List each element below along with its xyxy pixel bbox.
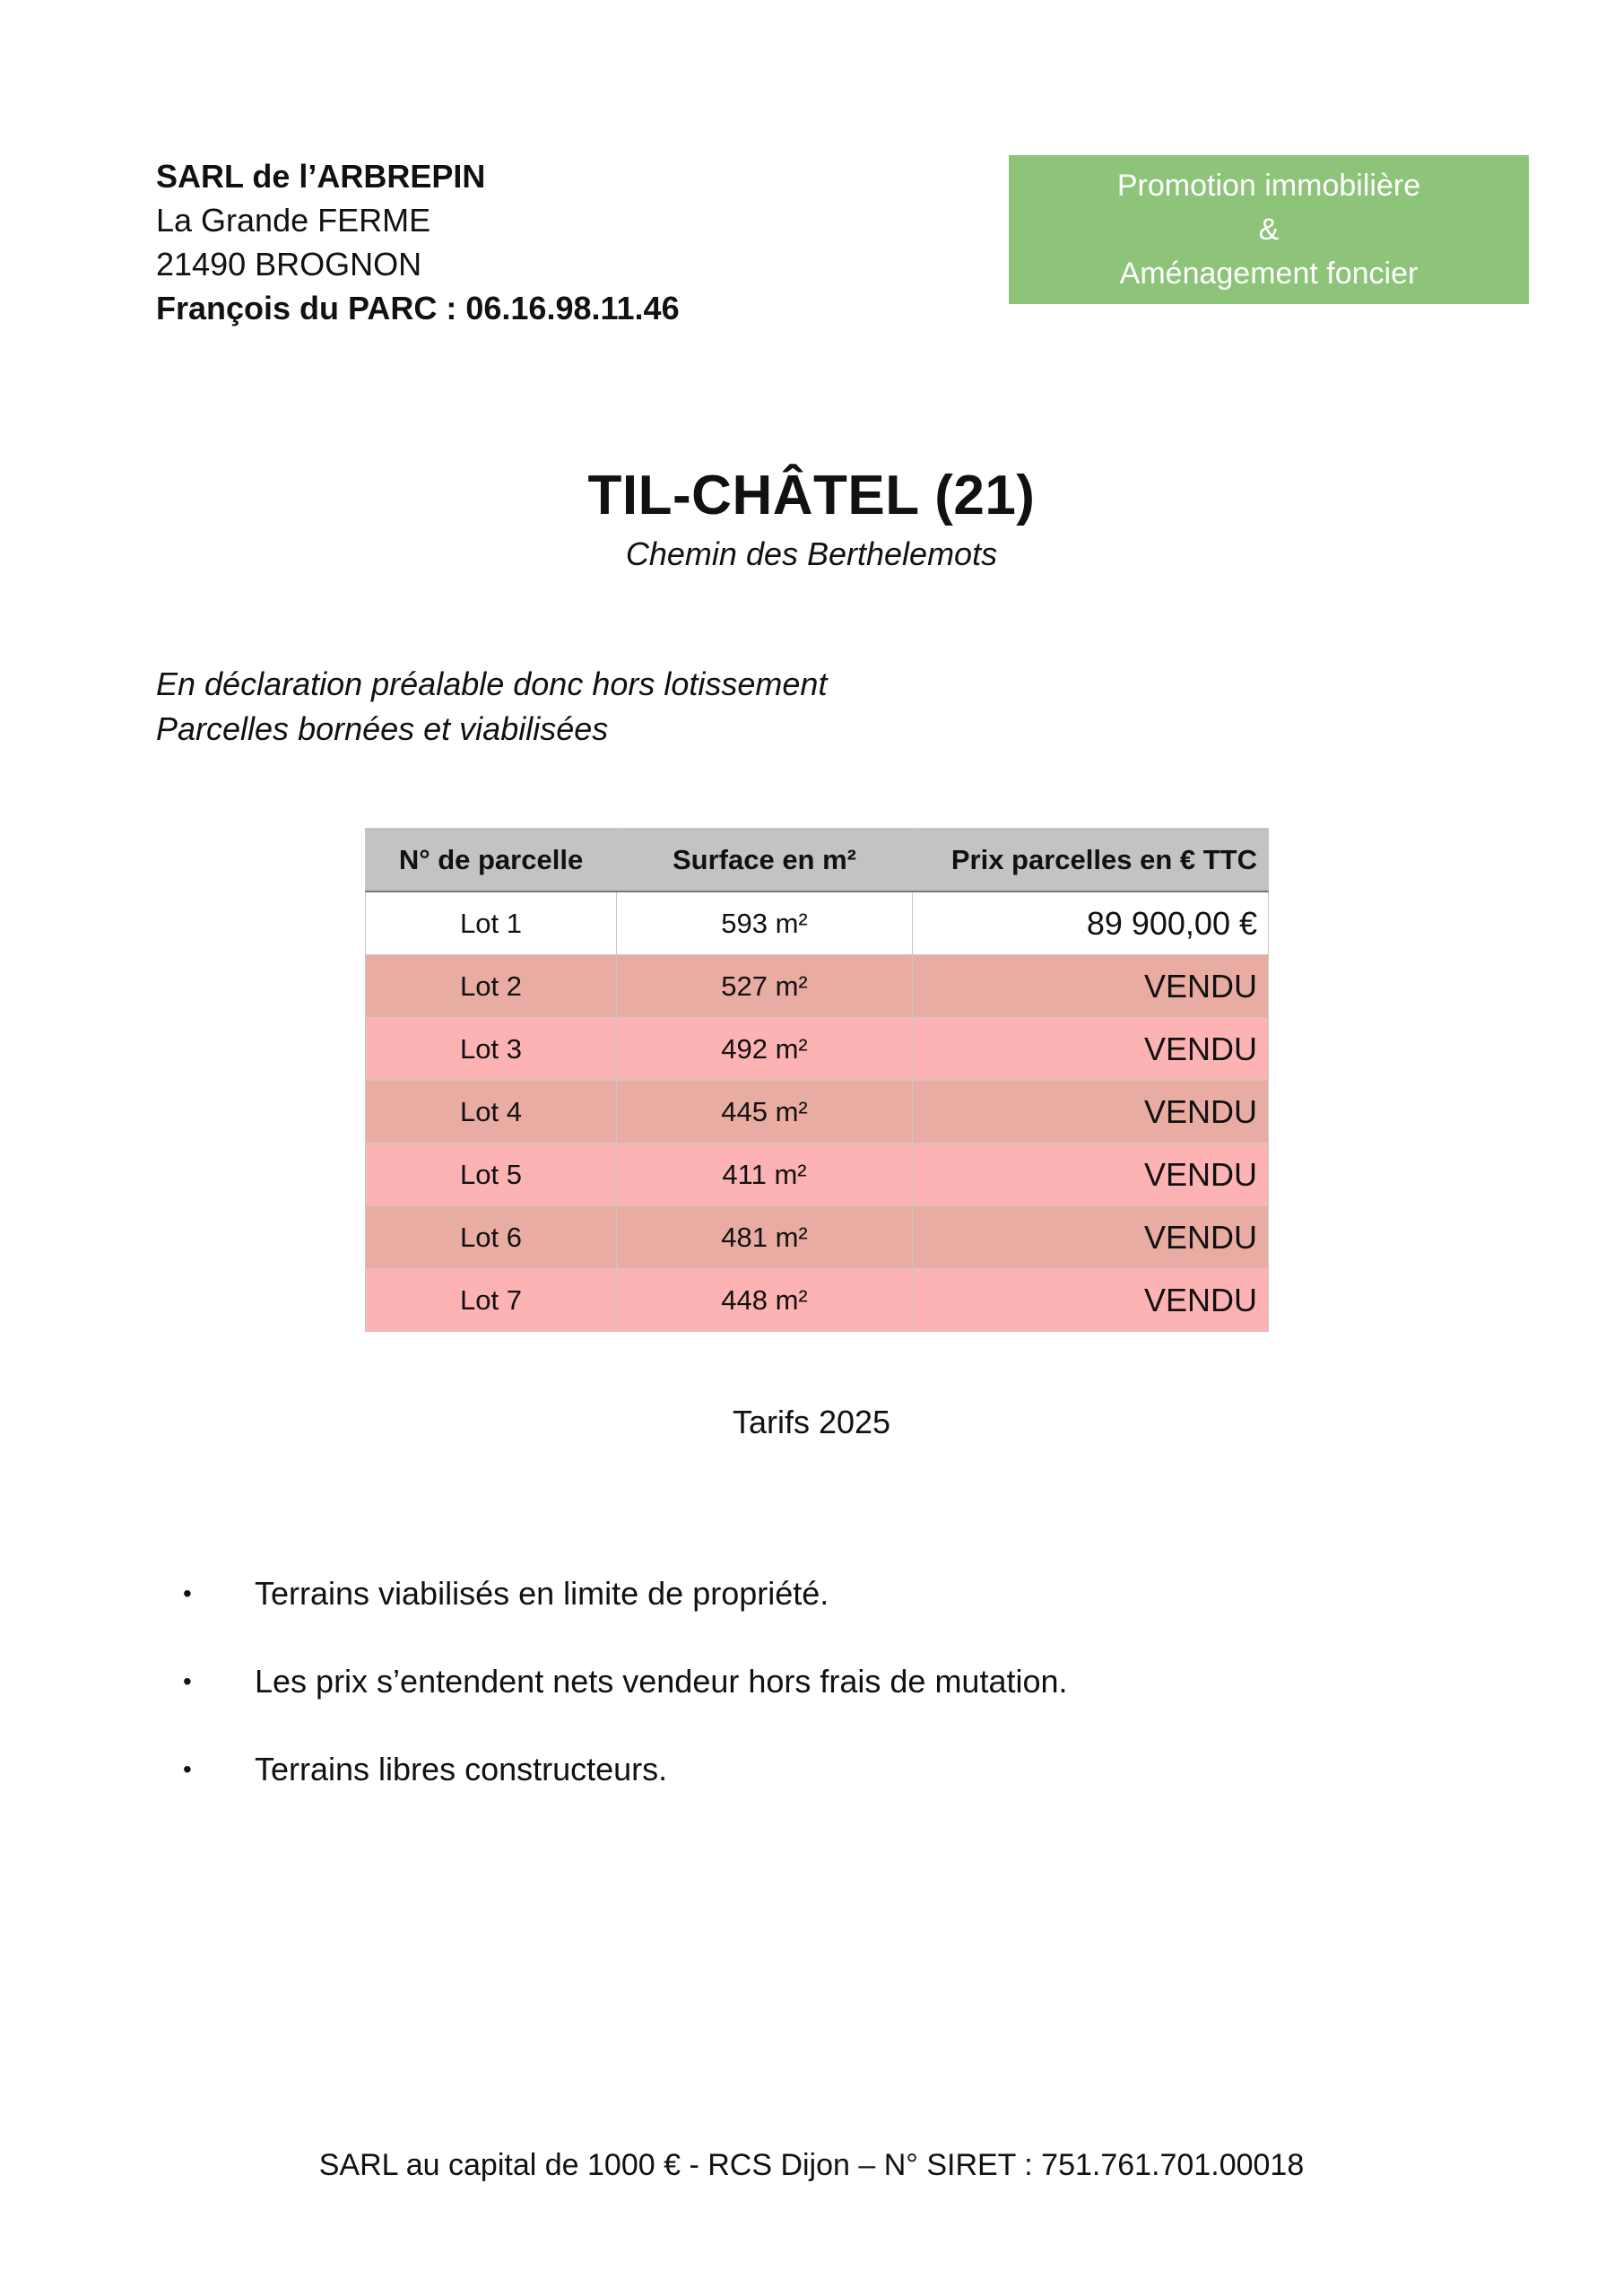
price-cell: 89 900,00 € xyxy=(913,891,1269,955)
table-row xyxy=(366,891,1269,955)
header-surface: Surface en m² xyxy=(617,829,913,892)
table-row xyxy=(366,1144,1269,1206)
price-cell: VENDU xyxy=(913,1206,1269,1269)
page-subtitle: Chemin des Berthelemots xyxy=(625,535,998,572)
price-cell: VENDU xyxy=(913,1144,1269,1206)
surface-cell: 527 m² xyxy=(617,955,913,1018)
bullet-icon: • xyxy=(183,1755,192,1783)
surface-cell: 593 m² xyxy=(617,891,913,955)
table-row xyxy=(366,1206,1269,1269)
surface-cell: 411 m² xyxy=(617,1144,913,1206)
table-header-row xyxy=(366,829,1269,892)
list-item-text: Les prix s’entendent nets vendeur hors frais de mutation. xyxy=(255,1663,1068,1700)
bullet-icon: • xyxy=(183,1667,192,1695)
price-cell: VENDU xyxy=(913,955,1269,1018)
note-line2: Parcelles bornées et viabilisées xyxy=(156,710,609,747)
lot-cell: Lot 7 xyxy=(366,1269,617,1332)
lot-cell: Lot 2 xyxy=(366,955,617,1018)
banner-line2: & xyxy=(1258,212,1280,247)
tarifs-label: Tarifs 2025 xyxy=(732,1404,891,1440)
table-row xyxy=(366,955,1269,1018)
list-item xyxy=(179,1571,1068,1659)
banner-line3: Aménagement foncier xyxy=(1119,256,1419,291)
lot-cell: Lot 3 xyxy=(366,1018,617,1081)
surface-cell: 448 m² xyxy=(617,1269,913,1332)
lot-cell: Lot 4 xyxy=(366,1081,617,1144)
notes-block xyxy=(156,662,827,752)
table-row xyxy=(366,1081,1269,1144)
list-item-text: Terrains viabilisés en limite de propriété. xyxy=(255,1575,829,1612)
company-address-line1: La Grande FERME xyxy=(156,202,431,239)
table-row xyxy=(366,1018,1269,1081)
company-block xyxy=(156,154,680,330)
banner-line1: Promotion immobilière xyxy=(1116,168,1421,203)
surface-cell: 492 m² xyxy=(617,1018,913,1081)
lot-cell: Lot 1 xyxy=(366,891,617,955)
company-name: SARL de l’ARBREPIN xyxy=(156,158,486,195)
header-parcel: N° de parcelle xyxy=(366,829,617,892)
surface-cell: 481 m² xyxy=(617,1206,913,1269)
list-item xyxy=(179,1747,1068,1835)
price-cell: VENDU xyxy=(913,1269,1269,1332)
company-address-line2: 21490 BROGNON xyxy=(156,246,422,283)
surface-cell: 445 m² xyxy=(617,1081,913,1144)
lot-cell: Lot 6 xyxy=(366,1206,617,1269)
table-row xyxy=(366,1269,1269,1332)
conditions-list xyxy=(179,1571,1068,1835)
footer-legal: SARL au capital de 1000 € - RCS Dijon – N° SIRET : 751.761.701.00018 xyxy=(318,2148,1305,2182)
note-line1: En déclaration préalable donc hors lotissement xyxy=(156,665,828,702)
header-price: Prix parcelles en € TTC xyxy=(913,829,1269,892)
company-contact: François du PARC : 06.16.98.11.46 xyxy=(156,290,680,326)
activity-banner xyxy=(1009,155,1529,304)
lots-table xyxy=(365,828,1269,1332)
lot-cell: Lot 5 xyxy=(366,1144,617,1206)
list-item xyxy=(179,1659,1068,1747)
bullet-icon: • xyxy=(183,1579,192,1607)
list-item-text: Terrains libres constructeurs. xyxy=(255,1751,668,1787)
price-cell: VENDU xyxy=(913,1081,1269,1144)
price-cell: VENDU xyxy=(913,1018,1269,1081)
page-title: TIL-CHÂTEL (21) xyxy=(587,465,1036,526)
